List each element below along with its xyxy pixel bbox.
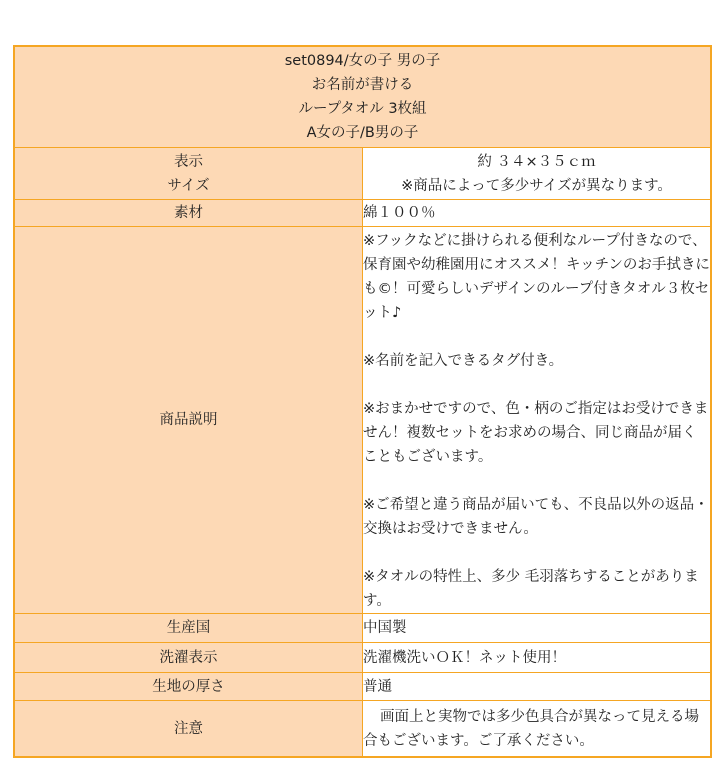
description-paragraph-4: ※ご希望と違う商品が届いても、不良品以外の返品・交換はお受けできません。 — [363, 497, 709, 537]
size-row — [15, 148, 711, 200]
origin-row — [15, 614, 711, 643]
product-code-line: set0894/女の子 男の子 — [284, 53, 441, 69]
description-paragraph-3: ※おまかせですので、色・柄のご指定はお受けできません！複数セットをお求めの場合、同じ商品が届くこともございます。 — [363, 401, 709, 465]
product-name-line: ループタオル 3枚組 — [298, 101, 427, 117]
thickness-row — [15, 673, 711, 701]
thickness-value: 普通 — [363, 673, 711, 701]
wash-label: 洗濯表示 — [15, 643, 363, 673]
header-row — [15, 47, 711, 148]
material-value: 綿１００％ — [363, 200, 711, 227]
description-paragraph-1: ※フックなどに掛けられる便利なループ付きなので、保育園や幼稚園用にオススメ！キッチンのお手拭きにも©！可愛らしいデザインのループ付きタオル３枚セット♪ — [363, 233, 710, 321]
notes-value: 画面上と実物では多少色具合が異なって見える場合もございます。ご了承ください。 — [363, 708, 699, 749]
product-spec-sheet — [13, 45, 712, 758]
thickness-label: 生地の厚さ — [15, 673, 363, 701]
description-spacer — [363, 541, 710, 565]
size-label-line2: サイズ — [167, 177, 210, 194]
description-spacer — [363, 469, 710, 493]
product-title-cell — [15, 47, 711, 148]
description-paragraph-5: ※タオルの特性上、多少 毛羽落ちすることがあります。 — [363, 569, 699, 609]
origin-value: 中国製 — [363, 614, 711, 643]
wash-row — [15, 643, 711, 673]
description-spacer — [363, 325, 710, 349]
description-paragraph-2: ※名前を記入できるタグ付き。 — [363, 353, 564, 369]
description-value-cell — [363, 227, 711, 614]
material-label: 素材 — [15, 200, 363, 227]
description-label: 商品説明 — [15, 227, 363, 614]
size-value-line2: ※商品によって多少サイズが異なります。 — [401, 177, 672, 194]
wash-value: 洗濯機洗いＯＫ！ネット使用！ — [363, 643, 711, 673]
description-spacer — [363, 373, 710, 397]
description-row — [15, 227, 711, 614]
notes-value-cell — [363, 701, 711, 757]
size-value-cell — [363, 148, 711, 200]
size-value-line1: 約 ３４×３５ｃｍ — [477, 153, 596, 170]
notes-row — [15, 701, 711, 757]
size-label-cell — [15, 148, 363, 200]
size-label-line1: 表示 — [174, 153, 203, 170]
origin-label: 生産国 — [15, 614, 363, 643]
notes-label: 注意 — [15, 701, 363, 757]
product-feature-line: お名前が書ける — [311, 77, 414, 93]
product-variant-line: A女の子/B男の子 — [306, 125, 419, 141]
material-row — [15, 200, 711, 227]
spec-table — [14, 46, 711, 757]
